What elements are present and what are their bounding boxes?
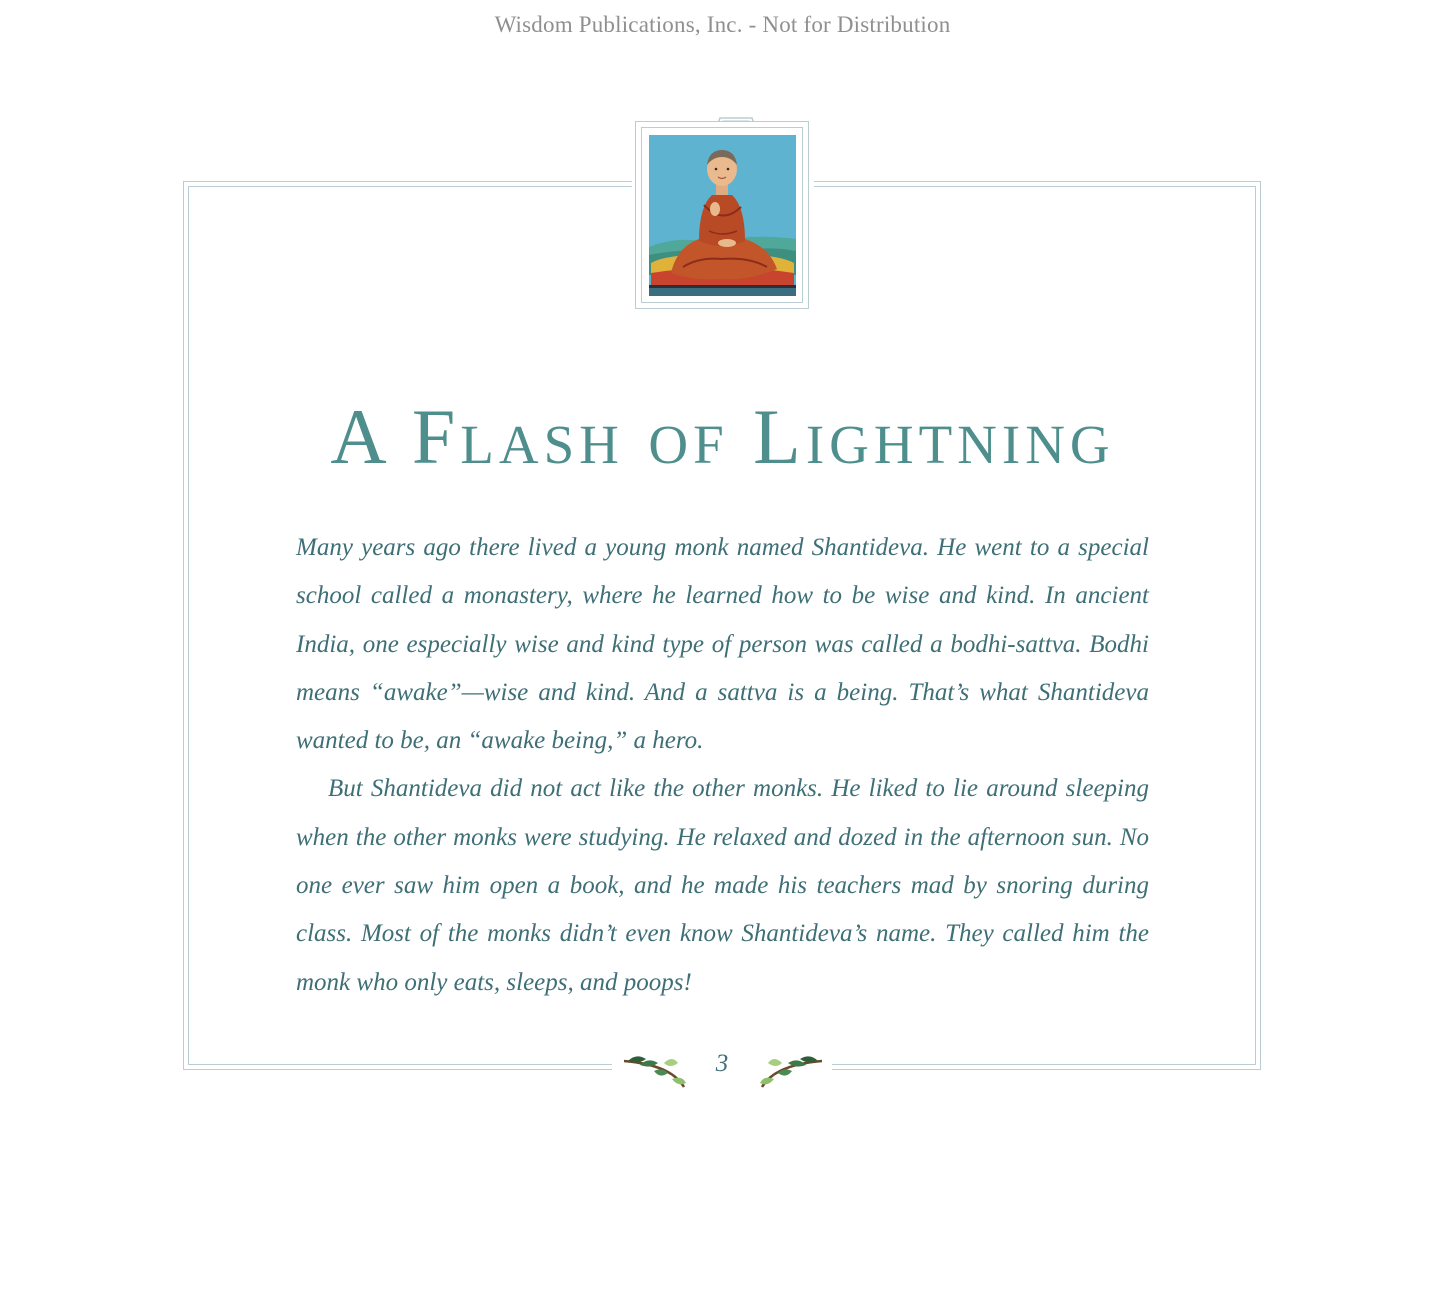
page-number: 3 — [715, 1050, 729, 1077]
paragraph-1: Many years ago there lived a young monk named Shantideva. He went to a special school called a monastery, where he learned how to be wise and kind. In ancient India, one especially wise and kind type of person was called a bodhi-sattva. Bodhi means “awake”—wise and kind. And a sattva is a being. That’s what Shantideva wanted to be, an “awake being,” a hero. — [296, 534, 1149, 755]
paragraph-2: But Shantideva did not act like the other monks. He liked to lie around sleeping when the other monks were studying. He relaxed and dozed in the afternoon sun. No one ever saw him open a book, and he made his teachers mad by snoring during class. Most of the monks didn’t even know Shantideva’s name. They called him the monk who only eats, sleeps, and poops! — [296, 775, 1149, 996]
watermark-text: Wisdom Publications, Inc. - Not for Distribution — [494, 12, 951, 37]
monk-illustration — [649, 135, 796, 296]
leaf-ornament-right-icon — [754, 1049, 826, 1091]
chapter-title: A Flash of Lightning — [330, 393, 1115, 480]
leaf-ornament-left-icon — [620, 1049, 692, 1091]
story-body — [296, 524, 1149, 1007]
